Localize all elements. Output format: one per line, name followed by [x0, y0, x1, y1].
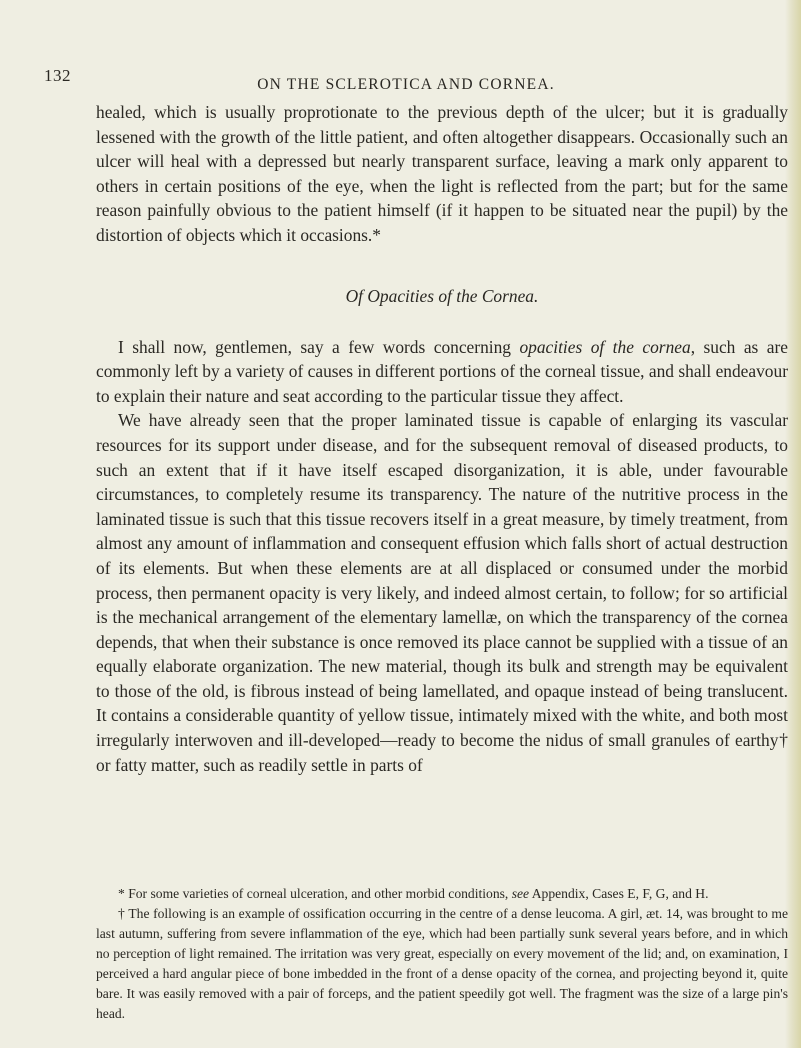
paragraph-2-emphasis: opacities of the cornea — [519, 336, 691, 357]
page-header — [96, 62, 716, 93]
paragraph-2-text-a: I shall now, gentlemen, say a few words concerning — [118, 336, 520, 357]
footnote-1-text-a: * For some varieties of corneal ulceration, and other morbid conditions, — [118, 886, 512, 901]
footnotes — [96, 884, 788, 1024]
footnote-2: † The following is an example of ossification occurring in the centre of a dense leucoma. A girl, æt. 14, was brought to me last autumn, suffering from severe inflammation of the eye, which had been partially sunk several years before, and in which no perception of light remained. The irritation was very great, especially on every movement of the lid; and, on examination, I perceived a hard angular piece of bone imbedded in the front of a dense opacity of the cornea, and projecting beyond it, quite bare. It was easily removed with a pair of forceps, and the patient speedily got well. The fragment was the size of a large pin's head. — [96, 906, 788, 1021]
running-title: ON THE SCLEROTICA AND CORNEA. — [257, 76, 555, 93]
footnote-1-emphasis: see — [511, 886, 530, 901]
main-text — [96, 100, 788, 777]
footnote-1-text-b: Appendix, Cases E, F, G, and H. — [529, 886, 709, 901]
section-heading: Of Opacities of the Cornea. — [345, 285, 539, 306]
footnote-1 — [96, 884, 788, 904]
paragraph-2-text-b: , such as are commonly left by a variety of causes in different portions of the corneal tissue, and shall endeavour to explain their nature and seat according to the particular tissue they affect. — [96, 336, 789, 406]
paragraph-2 — [96, 335, 788, 409]
paragraph-3: We have already seen that the proper laminated tissue is capable of enlarging its vascular resources for its support under disease, and for the subsequent removal of diseased products, to such an extent that if it have itself escaped disorganization, it is able, under favourable circumstances, to completely resume its transparency. The nature of the nutritive process in the laminated tissue is such that this tissue recovers itself in a great measure, by timely treatment, from almost any amount of inflammation and consequent effusion which falls short of actual destruction of its elements. But when these elements are at all displaced or consumed under the morbid process, then permanent opacity is very likely, and indeed almost certain, to follow; for so artificial is the mechanical arrangement of the elementary lamellæ, on which the transparency of the cornea depends, that when their substance is once removed its place cannot be supplied with a tissue of an equally elaborate organization. The new material, though its bulk and strength may be equivalent to those of the old, is fibrous instead of being lamellated, and opaque instead of being translucent. It contains a considerable quantity of yellow tissue, intimately mixed with the white, and both most irregularly interwoven and ill-developed—ready to become the nidus of small granules of earthy† or fatty matter, such as readily settle in parts of — [96, 410, 788, 775]
page-number: 132 — [44, 66, 71, 85]
paragraph-1: healed, which is usually proprotionate to the previous depth of the ulcer; but it is gradually lessened with the growth of the little patient, and often altogether disappears. Occasionally such an ulcer will heal with a depressed but nearly transparent surface, leaving a mark only apparent to others in certain positions of the eye, when the light is reflected from the part; but for the same reason painfully obvious to the patient himself (if it happen to be situated near the pupil) by the distortion of objects which it occasions.* — [96, 102, 788, 245]
